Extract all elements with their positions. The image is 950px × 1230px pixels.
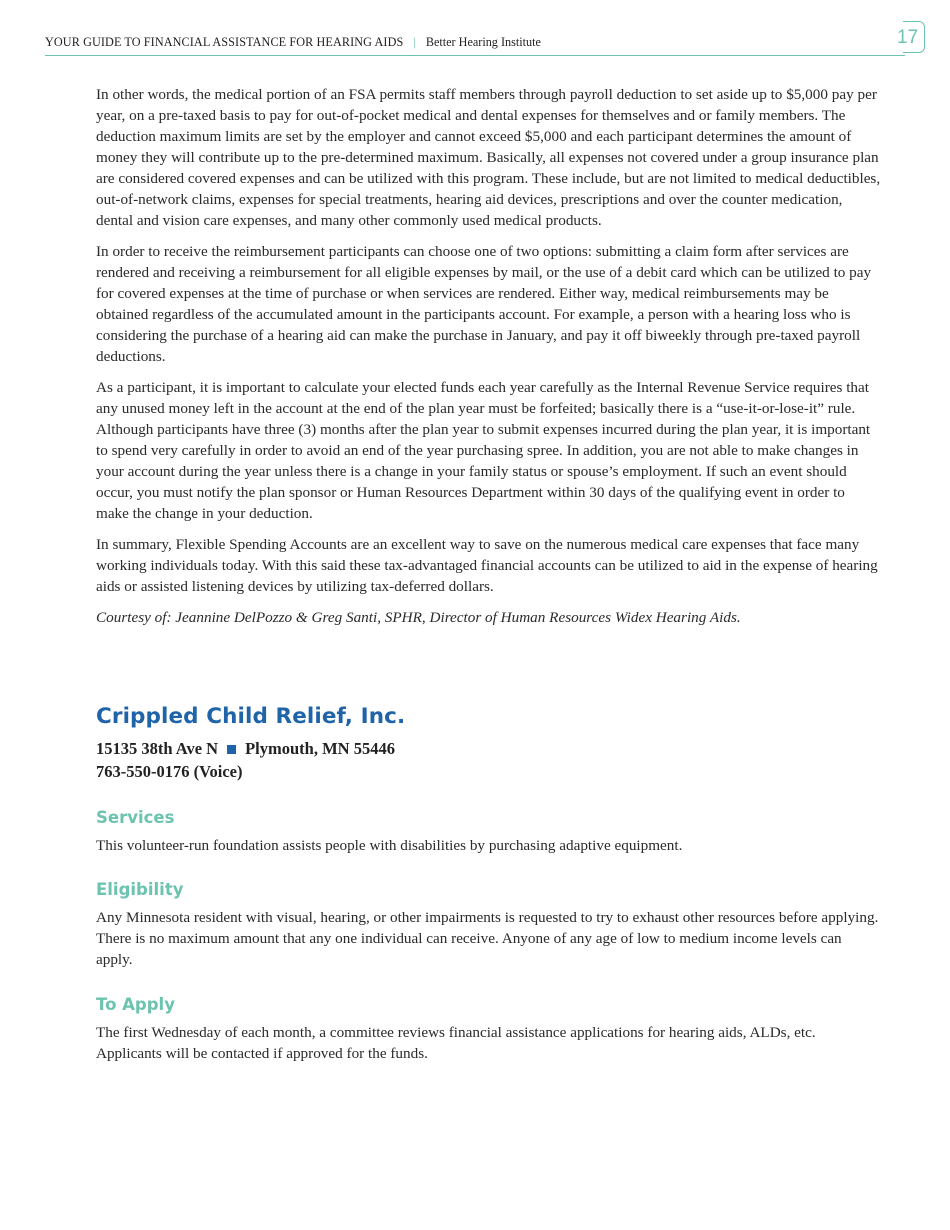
to-apply-heading: To Apply <box>96 995 175 1014</box>
city-state-zip: Plymouth, MN 55446 <box>245 739 395 758</box>
article-body <box>96 84 881 638</box>
courtesy-credit: Courtesy of: Jeannine DelPozzo & Greg Santi, SPHR, Director of Human Resources Widex Hearing Aids. <box>96 609 741 626</box>
header-separator: | <box>413 35 416 49</box>
page-number: 17 <box>897 27 919 48</box>
paragraph-summary: In summary, Flexible Spending Accounts are an excellent way to save on the numerous medical care expenses that face many working individuals today. With this said these tax-advantaged financial accounts can be utilized to aid in the expense of hearing aids or assisted listening devices by utilizing tax-deferred dollars. <box>96 536 878 595</box>
eligibility-section <box>96 880 881 970</box>
publisher-name: Better Hearing Institute <box>425 35 541 49</box>
services-text: This volunteer-run foundation assists people with disabilities by purchasing adaptive equipment. <box>96 837 683 854</box>
paragraph-fsa-overview: In other words, the medical portion of an FSA permits staff members through payroll deduction to set aside up to $5,000 pay per year, on a pre-taxed basis to pay for out-of-pocket medical and dental expenses for themselves and or family members. The deduction maximum limits are set by the employer and cannot exceed $5,000 and each participant determines the amount of money they will contribute up to the pre-determined maximum. Basically, all expenses not covered under a group insurance plan are considered covered expenses and can be utilized with this program. These include, but are not limited to medical deductibles, out-of-network claims, expenses for special treatments, hearing aid devices, prescriptions and over the counter medication, dental and vision care expenses, and many other commonly used medical products. <box>96 86 881 229</box>
phone-number: 763-550-0176 (Voice) <box>96 762 243 781</box>
organization-address <box>96 737 395 783</box>
organization-title: Crippled Child Relief, Inc. <box>96 704 406 729</box>
eligibility-heading: Eligibility <box>96 880 184 899</box>
services-heading: Services <box>96 808 175 827</box>
guide-title: YOUR GUIDE TO FINANCIAL ASSISTANCE FOR HEARING AIDS <box>45 35 404 49</box>
paragraph-reimbursement: In order to receive the reimbursement participants can choose one of two options: submitting a claim form after services are rendered and receiving a reimbursement for all eligible expenses by mail, or the use of a debit card which can be utilized to pay for covered expenses at the time of purchase or when services are rendered. Either way, medical reimbursements may be obtained regardless of the accumulated amount in the participants account. For example, a person with a hearing loss who is considering the purchase of a hearing aid can make the purchase in January, and pay it off biweekly through pre-taxed payroll deductions. <box>96 243 872 365</box>
address-line <box>96 737 395 760</box>
square-bullet-icon <box>227 745 236 754</box>
header-text <box>45 35 541 50</box>
to-apply-text: The first Wednesday of each month, a committee reviews financial assistance applications for hearing aids, ALDs, etc. Applicants will be contacted if approved for the funds. <box>96 1024 816 1062</box>
services-section <box>96 808 881 856</box>
to-apply-section <box>96 995 881 1064</box>
running-header <box>45 33 905 56</box>
paragraph-participant: As a participant, it is important to calculate your elected funds each year carefully as the Internal Revenue Service requires that any unused money left in the account at the end of the plan year must be forfeited; basically there is a “use-it-or-lose-it” rule. Although participants have three (3) months after the plan year to submit expenses incurred during the plan year, it is important to spend very carefully in order to avoid an end of the year purchasing spree. In addition, you are not able to make changes in your account during the year unless there is a change in your family status or spouse’s employment. If such an event should occur, you must notify the plan sponsor or Human Resources Department within 30 days of the qualifying event in order to make the change in your deduction. <box>96 379 871 522</box>
eligibility-text: Any Minnesota resident with visual, hearing, or other impairments is requested to try to exhaust other resources before applying. There is no maximum amount that any one individual can receive. Anyone of any age of low to medium income levels can apply. <box>96 909 879 968</box>
street-address: 15135 38th Ave N <box>96 739 219 758</box>
